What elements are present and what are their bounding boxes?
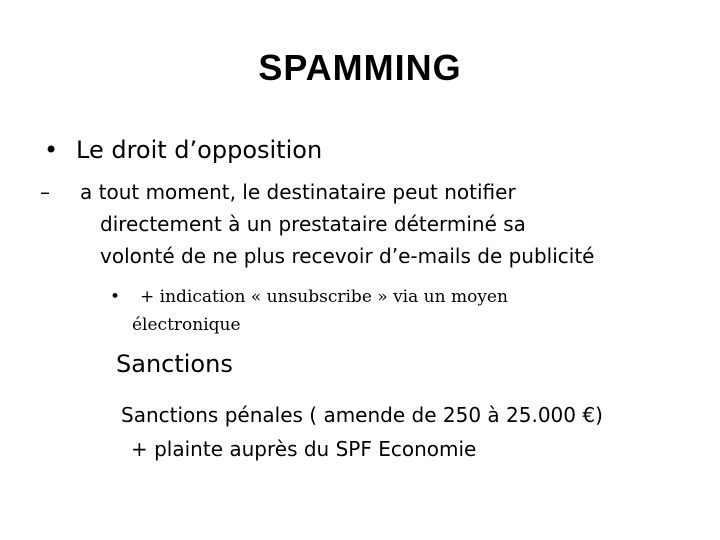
sub-bullet-notification (40, 176, 700, 272)
sub-sub-bullet-unsubscribe (110, 283, 508, 339)
sanctions-heading: Sanctions (116, 350, 233, 378)
sanctions-line: Sanctions pénales ( amende de 250 à 25.000 €) (121, 403, 603, 427)
sanctions-line: + plainte auprès du SPF Economie (131, 437, 477, 461)
sub-bullet-line: volonté de ne plus recevoir d’e-mails de publicité (100, 244, 595, 268)
bullet-text: Le droit d’opposition (76, 136, 323, 164)
bullet-icon: • (44, 136, 59, 164)
dash-icon: – (40, 180, 50, 204)
sub-bullet-line: a tout moment, le destinataire peut notifier (80, 180, 516, 204)
sanctions-text (121, 398, 603, 466)
bullet-droit-opposition (44, 133, 322, 167)
sub-sub-bullet-line: + indication « unsubscribe » via un moyen (140, 287, 508, 307)
bullet-icon: • (110, 287, 121, 307)
slide-title: SPAMMING (258, 47, 462, 88)
sub-bullet-line: directement à un prestataire déterminé sa (100, 212, 526, 236)
sub-sub-bullet-line: électronique (132, 315, 241, 335)
